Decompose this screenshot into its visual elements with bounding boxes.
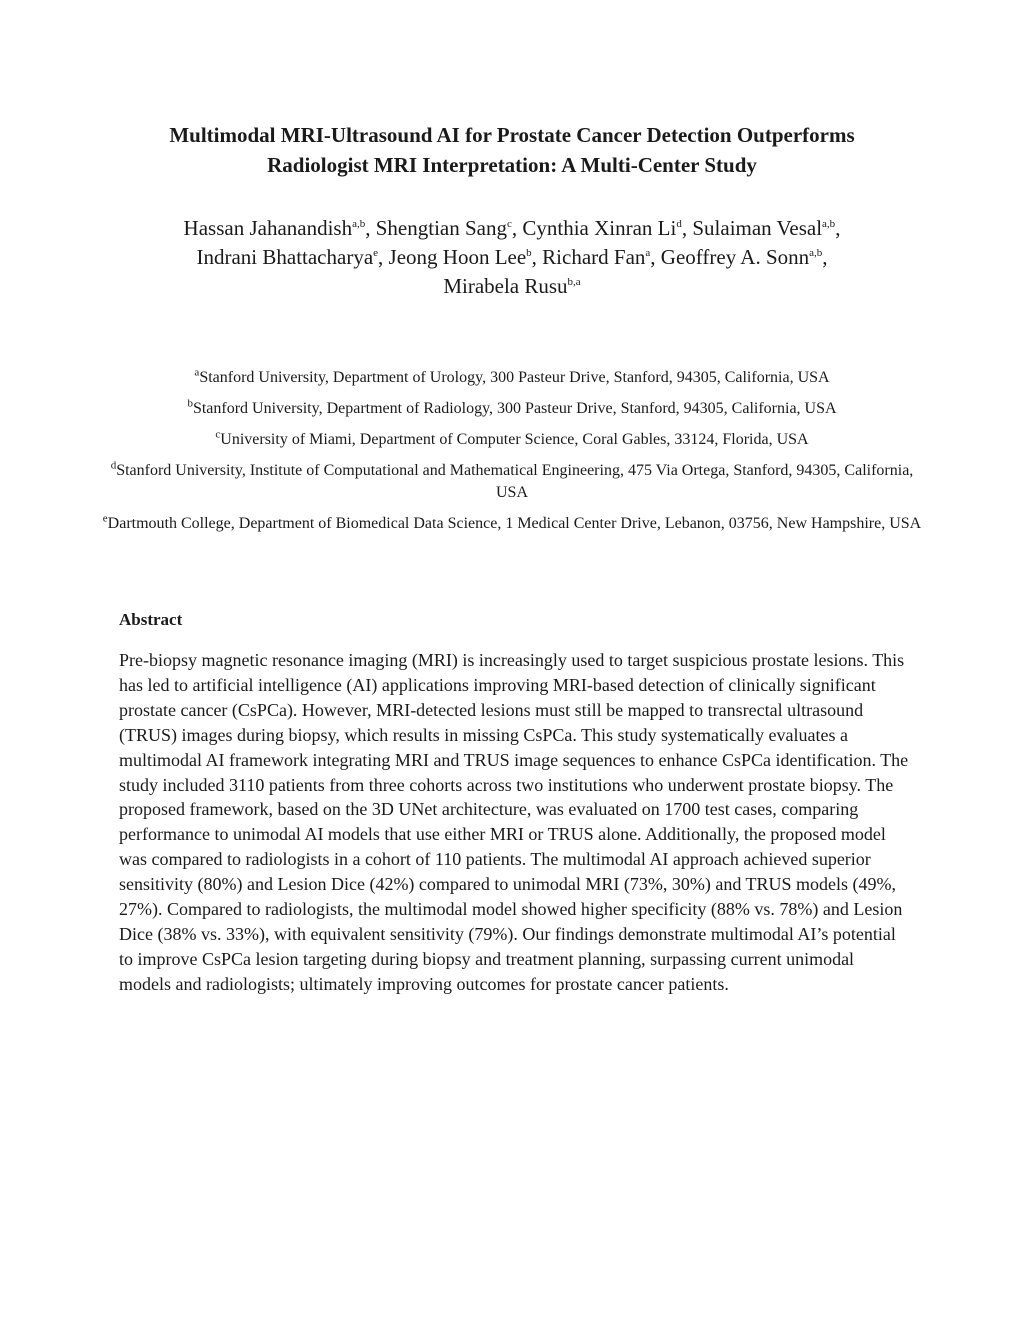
author-name: Sulaiman Vesal bbox=[692, 216, 823, 240]
author-separator: , bbox=[835, 216, 841, 240]
author-name: Mirabela Rusu bbox=[443, 274, 568, 298]
author-separator: , bbox=[650, 245, 661, 269]
author bbox=[522, 216, 692, 240]
author-name: Jeong Hoon Lee bbox=[388, 245, 527, 269]
author-name: Hassan Jahanandish bbox=[183, 216, 353, 240]
author-name: Indrani Bhattacharya bbox=[196, 245, 374, 269]
author-separator: , bbox=[822, 245, 828, 269]
author-affiliation-mark: a,b bbox=[822, 218, 836, 230]
author-affiliation-mark: c bbox=[506, 218, 512, 230]
author-separator: , bbox=[365, 216, 376, 240]
affiliation-mark: d bbox=[110, 459, 117, 472]
affiliation-text: Dartmouth College, Department of Biomedical Data Science, 1 Medical Center Drive, Lebanon, 03756, New Hampshire, USA bbox=[107, 515, 922, 532]
paper-title bbox=[100, 120, 924, 180]
author bbox=[184, 216, 376, 240]
author-separator: , bbox=[511, 216, 523, 240]
author bbox=[389, 245, 543, 269]
affiliation-text: University of Miami, Department of Computer Science, Coral Gables, 33124, Florida, USA bbox=[220, 431, 809, 448]
author-separator: , bbox=[378, 245, 389, 269]
abstract-heading: Abstract bbox=[119, 610, 183, 629]
paper-title-line-1: Multimodal MRI-Ultrasound AI for Prostate Cancer Detection Outperforms bbox=[169, 123, 855, 147]
author-separator: , bbox=[531, 245, 543, 269]
author-affiliation-mark: b bbox=[526, 247, 532, 259]
affiliation-mark: e bbox=[102, 512, 108, 525]
author-name: Shengtian Sang bbox=[375, 216, 507, 240]
author bbox=[443, 274, 580, 298]
abstract-body: Pre-biopsy magnetic resonance imaging (MRI) is increasingly used to target suspicious prostate lesions. This has led to artificial intelligence (AI) applications improving MRI-based detection of clinically significant prostate cancer (CsPCa). However, MRI-detected lesions must still be mapped to transrectal ultrasound (TRUS) images during biopsy, which results in missing CsPCa. This study systematically evaluates a multimodal AI framework integrating MRI and TRUS image sequences to enhance CsPCa identification. The study included 3110 patients from three cohorts across two institutions who underwent prostate biopsy. The proposed framework, based on the 3D UNet architecture, was evaluated on 1700 test cases, comparing performance to unimodal AI models that use either MRI or TRUS alone. Additionally, the proposed model was compared to radiologists in a cohort of 110 patients. The multimodal AI approach achieved superior sensitivity (80%) and Lesion Dice (42%) compared to unimodal MRI (73%, 30%) and TRUS models (49%, 27%). Compared to radiologists, the multimodal model showed higher specificity (88% vs. 78%) and Lesion Dice (38% vs. 33%), with equivalent sensitivity (79%). Our findings demonstrate multimodal AI’s potential to improve CsPCa lesion targeting during biopsy and treatment planning, surpassing current unimodal models and radiologists; ultimately improving outcomes for prostate cancer patients. bbox=[119, 650, 909, 994]
affiliation-item bbox=[100, 513, 924, 535]
affiliation-item bbox=[100, 398, 924, 420]
affiliation-mark: c bbox=[215, 428, 221, 441]
author-name: Cynthia Xinran Li bbox=[522, 216, 677, 240]
author-affiliation-mark: a,b bbox=[352, 218, 366, 230]
paper-title-line-2: Radiologist MRI Interpretation: A Multi-Center Study bbox=[267, 153, 757, 177]
author-affiliation-mark: a bbox=[645, 247, 651, 259]
affiliation-item bbox=[100, 367, 924, 389]
affiliation-mark: b bbox=[187, 397, 193, 410]
affiliation-text: Stanford University, Department of Radiology, 300 Pasteur Drive, Stanford, 94305, California, USA bbox=[192, 400, 837, 417]
author bbox=[692, 216, 840, 240]
author-name: Richard Fan bbox=[542, 245, 646, 269]
author-name: Geoffrey A. Sonn bbox=[660, 245, 810, 269]
author-list bbox=[100, 214, 924, 301]
affiliation-text: Stanford University, Department of Urology, 300 Pasteur Drive, Stanford, 94305, California, USA bbox=[199, 369, 830, 386]
affiliation-mark: a bbox=[194, 366, 200, 379]
author-affiliation-mark: d bbox=[676, 218, 682, 230]
author-affiliation-mark: e bbox=[373, 247, 379, 259]
affiliation-list bbox=[100, 367, 924, 544]
author bbox=[542, 245, 661, 269]
affiliation-text: Stanford University, Institute of Computational and Mathematical Engineering, 475 Via Ortega, Stanford, 94305, California, USA bbox=[116, 462, 914, 501]
affiliation-item bbox=[100, 429, 924, 451]
author-separator: , bbox=[681, 216, 693, 240]
author bbox=[196, 245, 388, 269]
author-affiliation-mark: b,a bbox=[567, 276, 581, 288]
affiliation-item bbox=[100, 460, 924, 504]
author bbox=[376, 216, 523, 240]
author-affiliation-mark: a,b bbox=[809, 247, 823, 259]
author bbox=[661, 245, 828, 269]
